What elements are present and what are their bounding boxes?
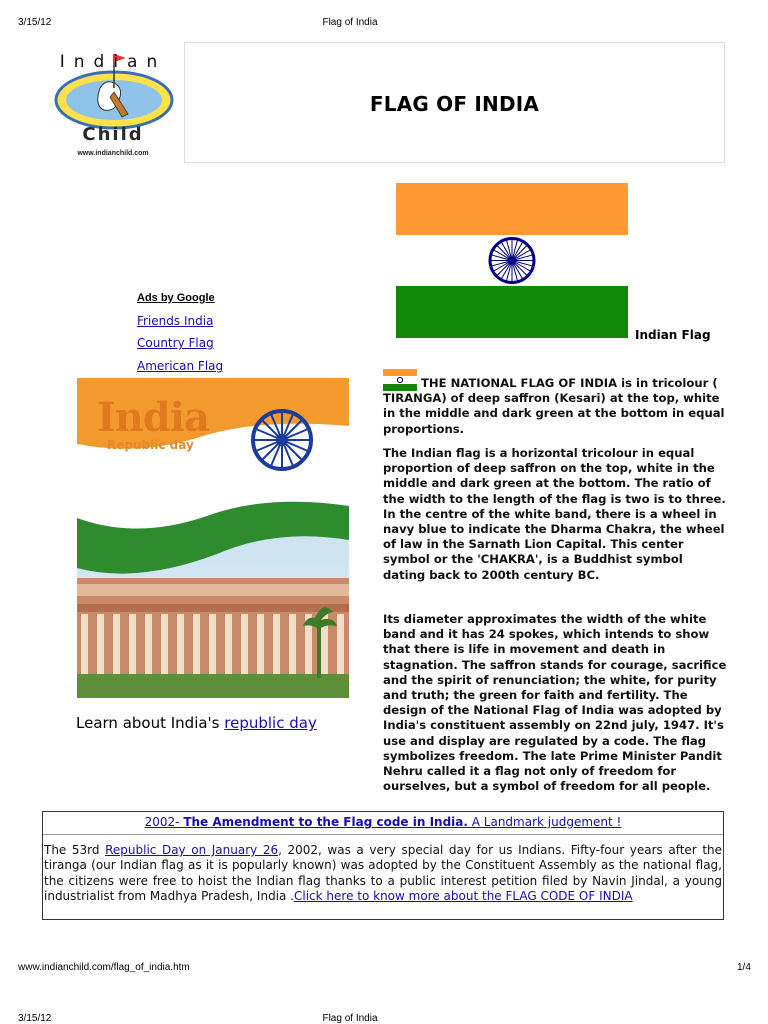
footer-page-number: 1/4 <box>737 962 751 973</box>
logo-word-top: Indian <box>59 52 167 72</box>
ads-by-google-label[interactable]: Ads by Google <box>137 292 215 304</box>
logo-url: www.indianchild.com <box>77 150 149 157</box>
republic-day-jan26-link[interactable]: Republic Day on January 26 <box>105 843 279 857</box>
header-title: Flag of India <box>322 17 378 28</box>
paragraph-intro-text: THE NATIONAL FLAG OF INDIA is in tricolour ( TIRANGA) of deep saffron (Kesari) at the top, white in the middle and dark green at the bottom in equal proportions. <box>383 376 725 436</box>
amendment-heading[interactable] <box>43 815 723 829</box>
amendment-box <box>42 811 724 920</box>
ad-link-american-flag[interactable]: American Flag <box>137 359 224 373</box>
amendment-tail[interactable]: A Landmark judgement ! <box>467 815 622 829</box>
title-box <box>184 42 725 163</box>
republic-image-title: India <box>97 394 209 441</box>
paragraph-symbolism: Its diameter approximates the width of the white band and it has 24 spokes, which intends to show that there is life in movement and death in stagnation. The saffron stands for courage, sacrifice and the spirit of renunciation; the white, for purity and truth; the green for faith and fertility. The design of the National Flag of India was adopted by India's constituent assembly on 22nd july, 1947. It's use and display are regulated by a code. The flag symbolizes freedom. The late Prime Minister Pandit Nehru called it a flag not only of freedom for ourselves, but a symbol of freedom for all people. <box>383 612 727 794</box>
learn-about-republic-day <box>76 714 317 732</box>
amendment-body-1: The 53rd <box>44 843 106 857</box>
next-page-date: 3/15/12 <box>18 1013 52 1024</box>
paragraph-description: The Indian flag is a horizontal tricolour in equal proportion of deep saffron on the top, white in the middle and dark green at the bottom. The ratio of the width to the length of the flag is two is to three. In the centre of the white band, there is a wheel in navy blue to indicate the Dharma Chakra, the wheel of law in the Sarnath Lion Capital. This center symbol or the 'CHAKRA', is a Buddhist symbol dating back to 200th century BC. <box>383 446 726 582</box>
flag-code-link[interactable]: Click here to know more about the FLAG CODE OF INDIA <box>294 888 633 903</box>
page-title: FLAG OF INDIA <box>369 92 540 116</box>
republic-day-image[interactable] <box>77 378 349 698</box>
amendment-divider <box>43 834 723 835</box>
ad-link-country-flag[interactable]: Country Flag <box>137 336 214 350</box>
amendment-year[interactable]: 2002- <box>144 815 184 829</box>
ad-link-friends-india[interactable]: Friends India <box>137 314 214 328</box>
mini-flag-icon <box>383 369 417 391</box>
footer-url: www.indianchild.com/flag_of_india.htm <box>18 962 190 973</box>
amendment-bold-title[interactable]: The Amendment to the Flag code in India. <box>183 815 468 829</box>
flag-caption: Indian Flag <box>635 328 711 342</box>
next-page-title: Flag of India <box>322 1013 378 1024</box>
indianchild-logo[interactable] <box>44 48 182 164</box>
indian-flag-image <box>396 183 628 338</box>
paragraph-intro <box>383 369 728 437</box>
republic-day-link[interactable]: republic day <box>224 714 317 732</box>
header-date: 3/15/12 <box>18 17 52 28</box>
amendment-body-2: , 2002, was a very special day for us Indians. Fifty-four years after the tiranga (our Indian flag as it is popularly known) was adopted by the Constituent Assembly as the national flag, the citizens were free to hoist the Indian flag thanks to a public interest petition filed by Navin Jindal, a young industrialist from Madhya Pradesh, India . <box>44 843 723 903</box>
republic-image-subtitle: Republic day <box>107 438 194 452</box>
learn-prefix: Learn about India's <box>76 714 225 732</box>
logo-word-bottom: Child <box>82 124 144 145</box>
amendment-body <box>44 843 722 904</box>
